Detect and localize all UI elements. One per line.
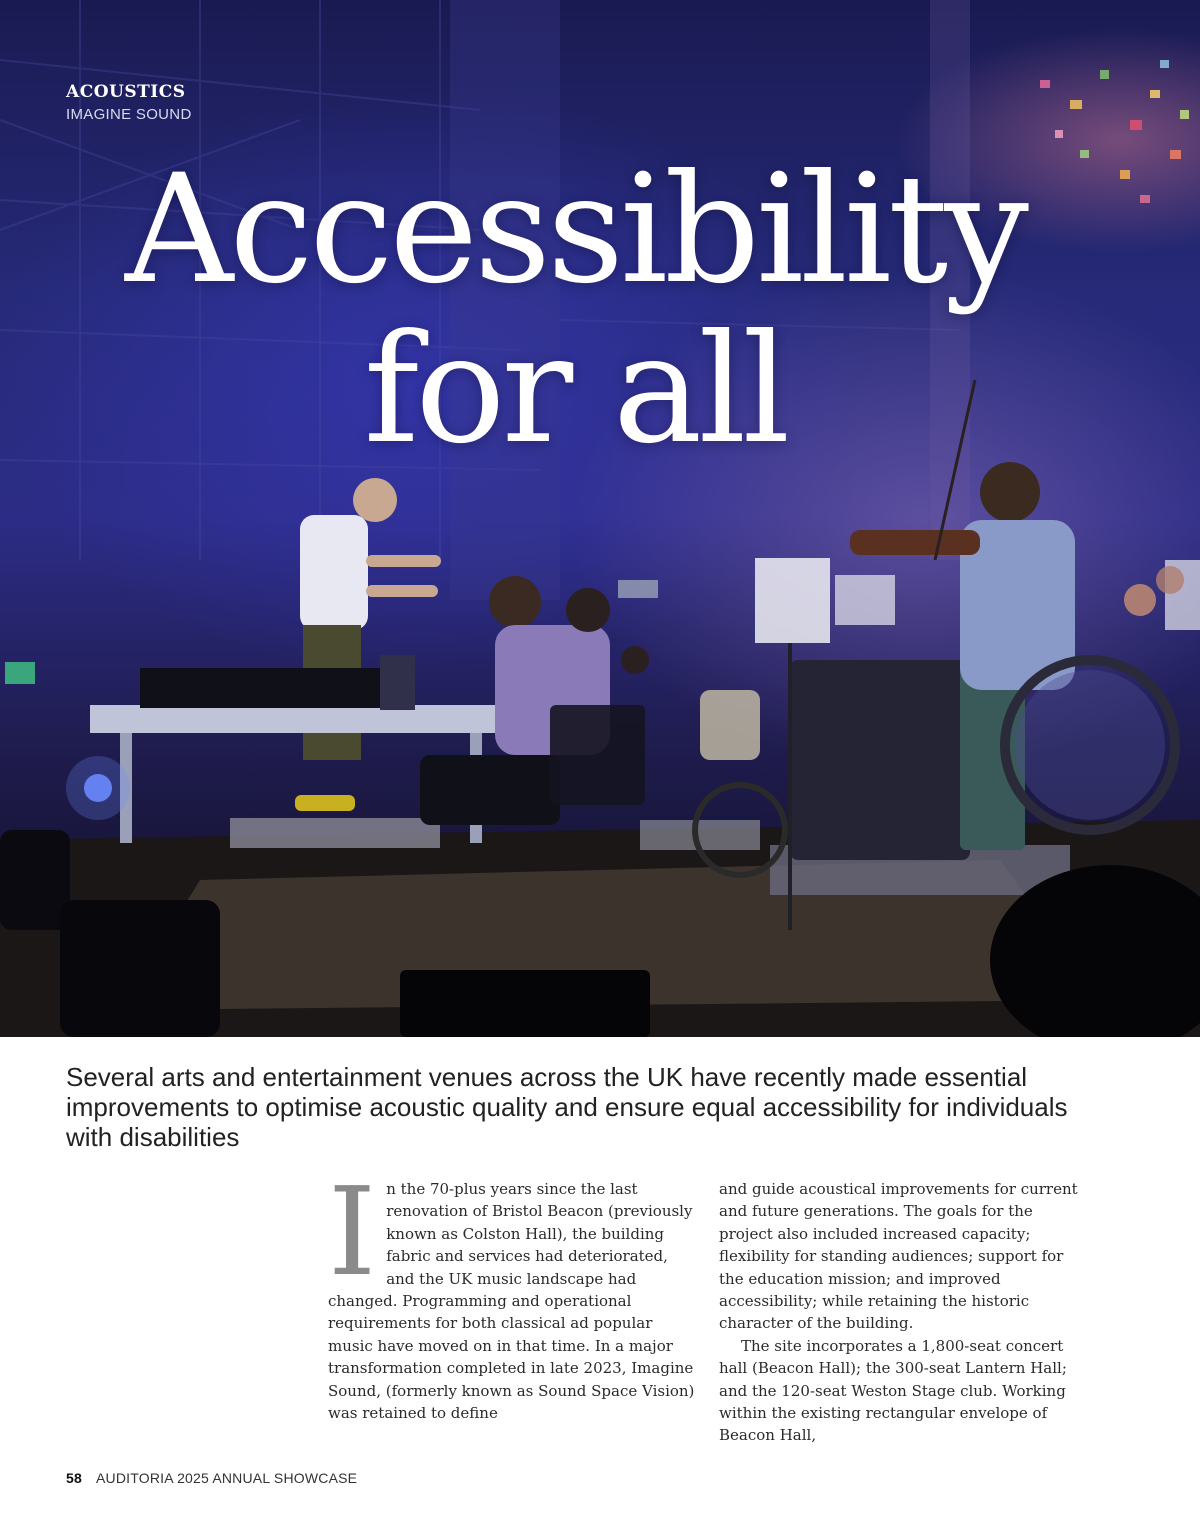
page-number: 58 xyxy=(66,1470,82,1486)
body-column-1 xyxy=(328,1161,700,1424)
body-col1-text: n the 70-plus years since the last renovation of Bristol Beacon (previously known as Colston Hall), the building fabric and services had deteriorated, and the UK music landscape had changed. Programming and operational requirements for both classical ad popular music have moved on in that time. In a major transformation completed in late 2023, Imagine Sound, (formerly known as Sound Space Vision) was retained to define xyxy=(328,1180,695,1423)
body-paragraph-3: The site incorporates a 1,800-seat concert hall (Beacon Hall); the 300-seat Lantern Hall; and the 120-seat Weston Stage club. Working within the existing rectangular envelope of Beacon Hall, xyxy=(719,1336,1067,1445)
body-paragraph-1 xyxy=(328,1161,700,1424)
dropcap: I xyxy=(328,1161,377,1303)
section-subkicker: IMAGINE SOUND xyxy=(66,106,192,123)
page-footer xyxy=(66,1470,357,1486)
publication-name: AUDITORIA 2025 ANNUAL SHOWCASE xyxy=(95,1470,358,1486)
body-paragraph-2: and guide acoustical improvements for current and future generations. The goals for the project also included increased capacity; flexibility for standing audiences; support for the education mission; and improved accessibility; while retaining the historic character of the building. xyxy=(719,1180,1078,1333)
body-column-2 xyxy=(719,1178,1091,1447)
headline-line-1: Accessibility xyxy=(124,143,1025,317)
section-kicker: ACOUSTICS xyxy=(66,82,186,102)
headline xyxy=(0,143,1150,477)
headline-line-2: for all xyxy=(363,303,787,477)
standfirst: Several arts and entertainment venues across the UK have recently made essential improvements to optimise acoustic quality and ensure equal accessibility for individuals with disabilities xyxy=(66,1062,1068,1152)
